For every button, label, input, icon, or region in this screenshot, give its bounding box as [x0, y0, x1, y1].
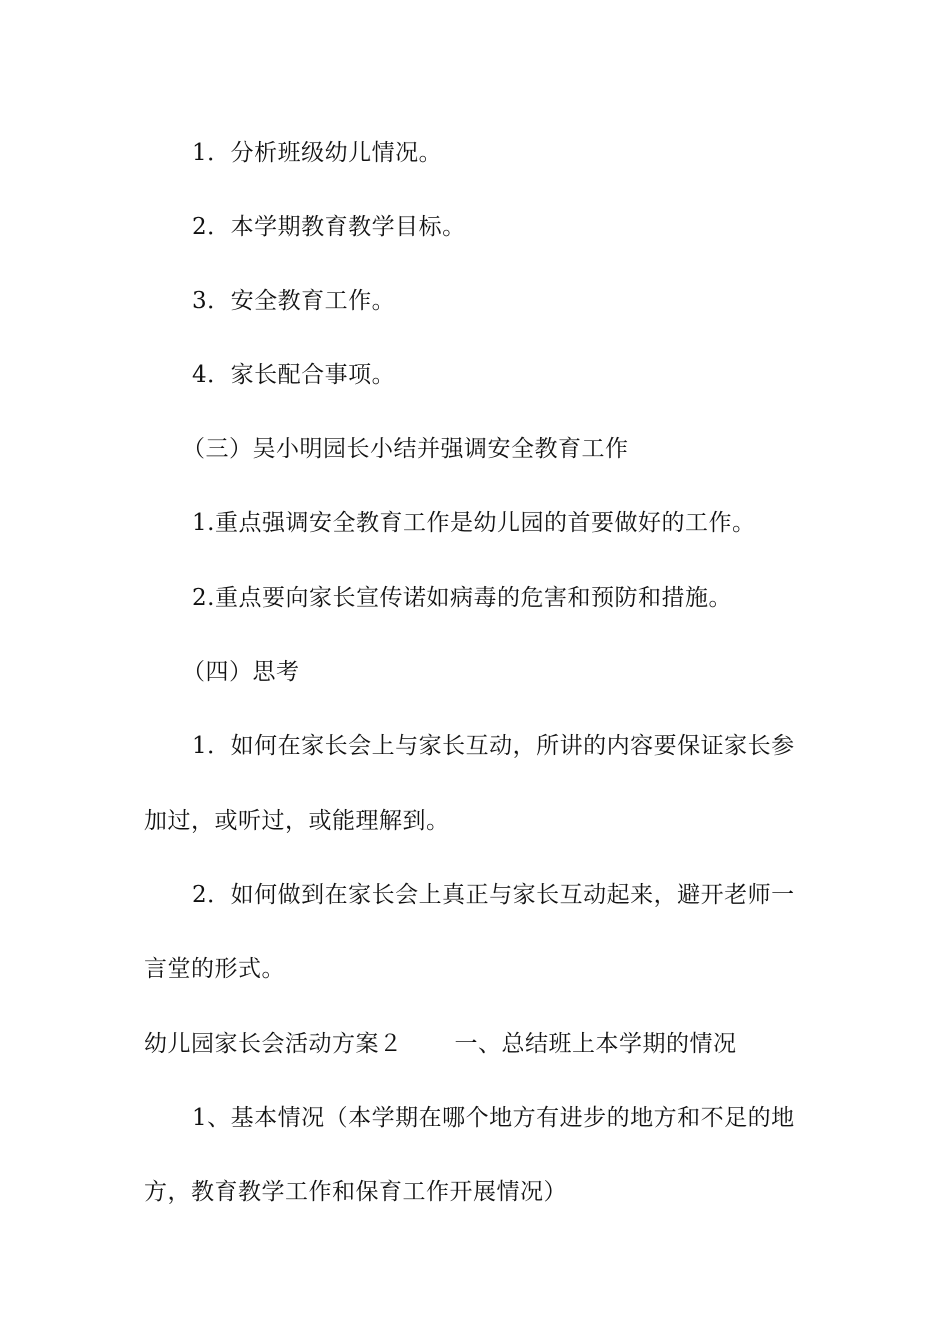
list-item-parent-cooperation: 4．家长配合事项。 [192, 362, 396, 388]
paragraph-interaction-line1: 1．如何在家长会上与家长互动，所讲的内容要保证家长参 [192, 733, 795, 759]
list-item-safety-education: 3．安全教育工作。 [192, 288, 396, 314]
section-heading-term-summary: 一、总结班上本学期的情况 [454, 1031, 737, 1057]
list-item-teaching-goals: 2．本学期教育教学目标。 [192, 214, 466, 240]
list-item-norovirus: 2.重点要向家长宣传诺如病毒的危害和预防和措施。 [192, 585, 732, 611]
paragraph-avoid-lecture-line1: 2．如何做到在家长会上真正与家长互动起来，避开老师一 [192, 882, 795, 908]
list-item-analyze-children: 1．分析班级幼儿情况。 [192, 140, 443, 166]
section-heading-summary: （三）吴小明园长小结并强调安全教育工作 [182, 436, 629, 462]
section-heading-reflection: （四）思考 [182, 659, 300, 685]
paragraph-interaction-line2: 加过，或听过，或能理解到。 [144, 808, 450, 834]
paragraph-basic-situation-line2: 方，教育教学工作和保育工作开展情况） [144, 1179, 567, 1205]
document-heading [144, 1029, 737, 1059]
paragraph-basic-situation-line1: 1、基本情况（本学期在哪个地方有进步的地方和不足的地 [192, 1105, 795, 1131]
list-item-safety-priority: 1.重点强调安全教育工作是幼儿园的首要做好的工作。 [192, 510, 756, 536]
paragraph-avoid-lecture-line2: 言堂的形式。 [144, 956, 285, 982]
document-title: 幼儿园家长会活动方案２ [144, 1031, 403, 1057]
